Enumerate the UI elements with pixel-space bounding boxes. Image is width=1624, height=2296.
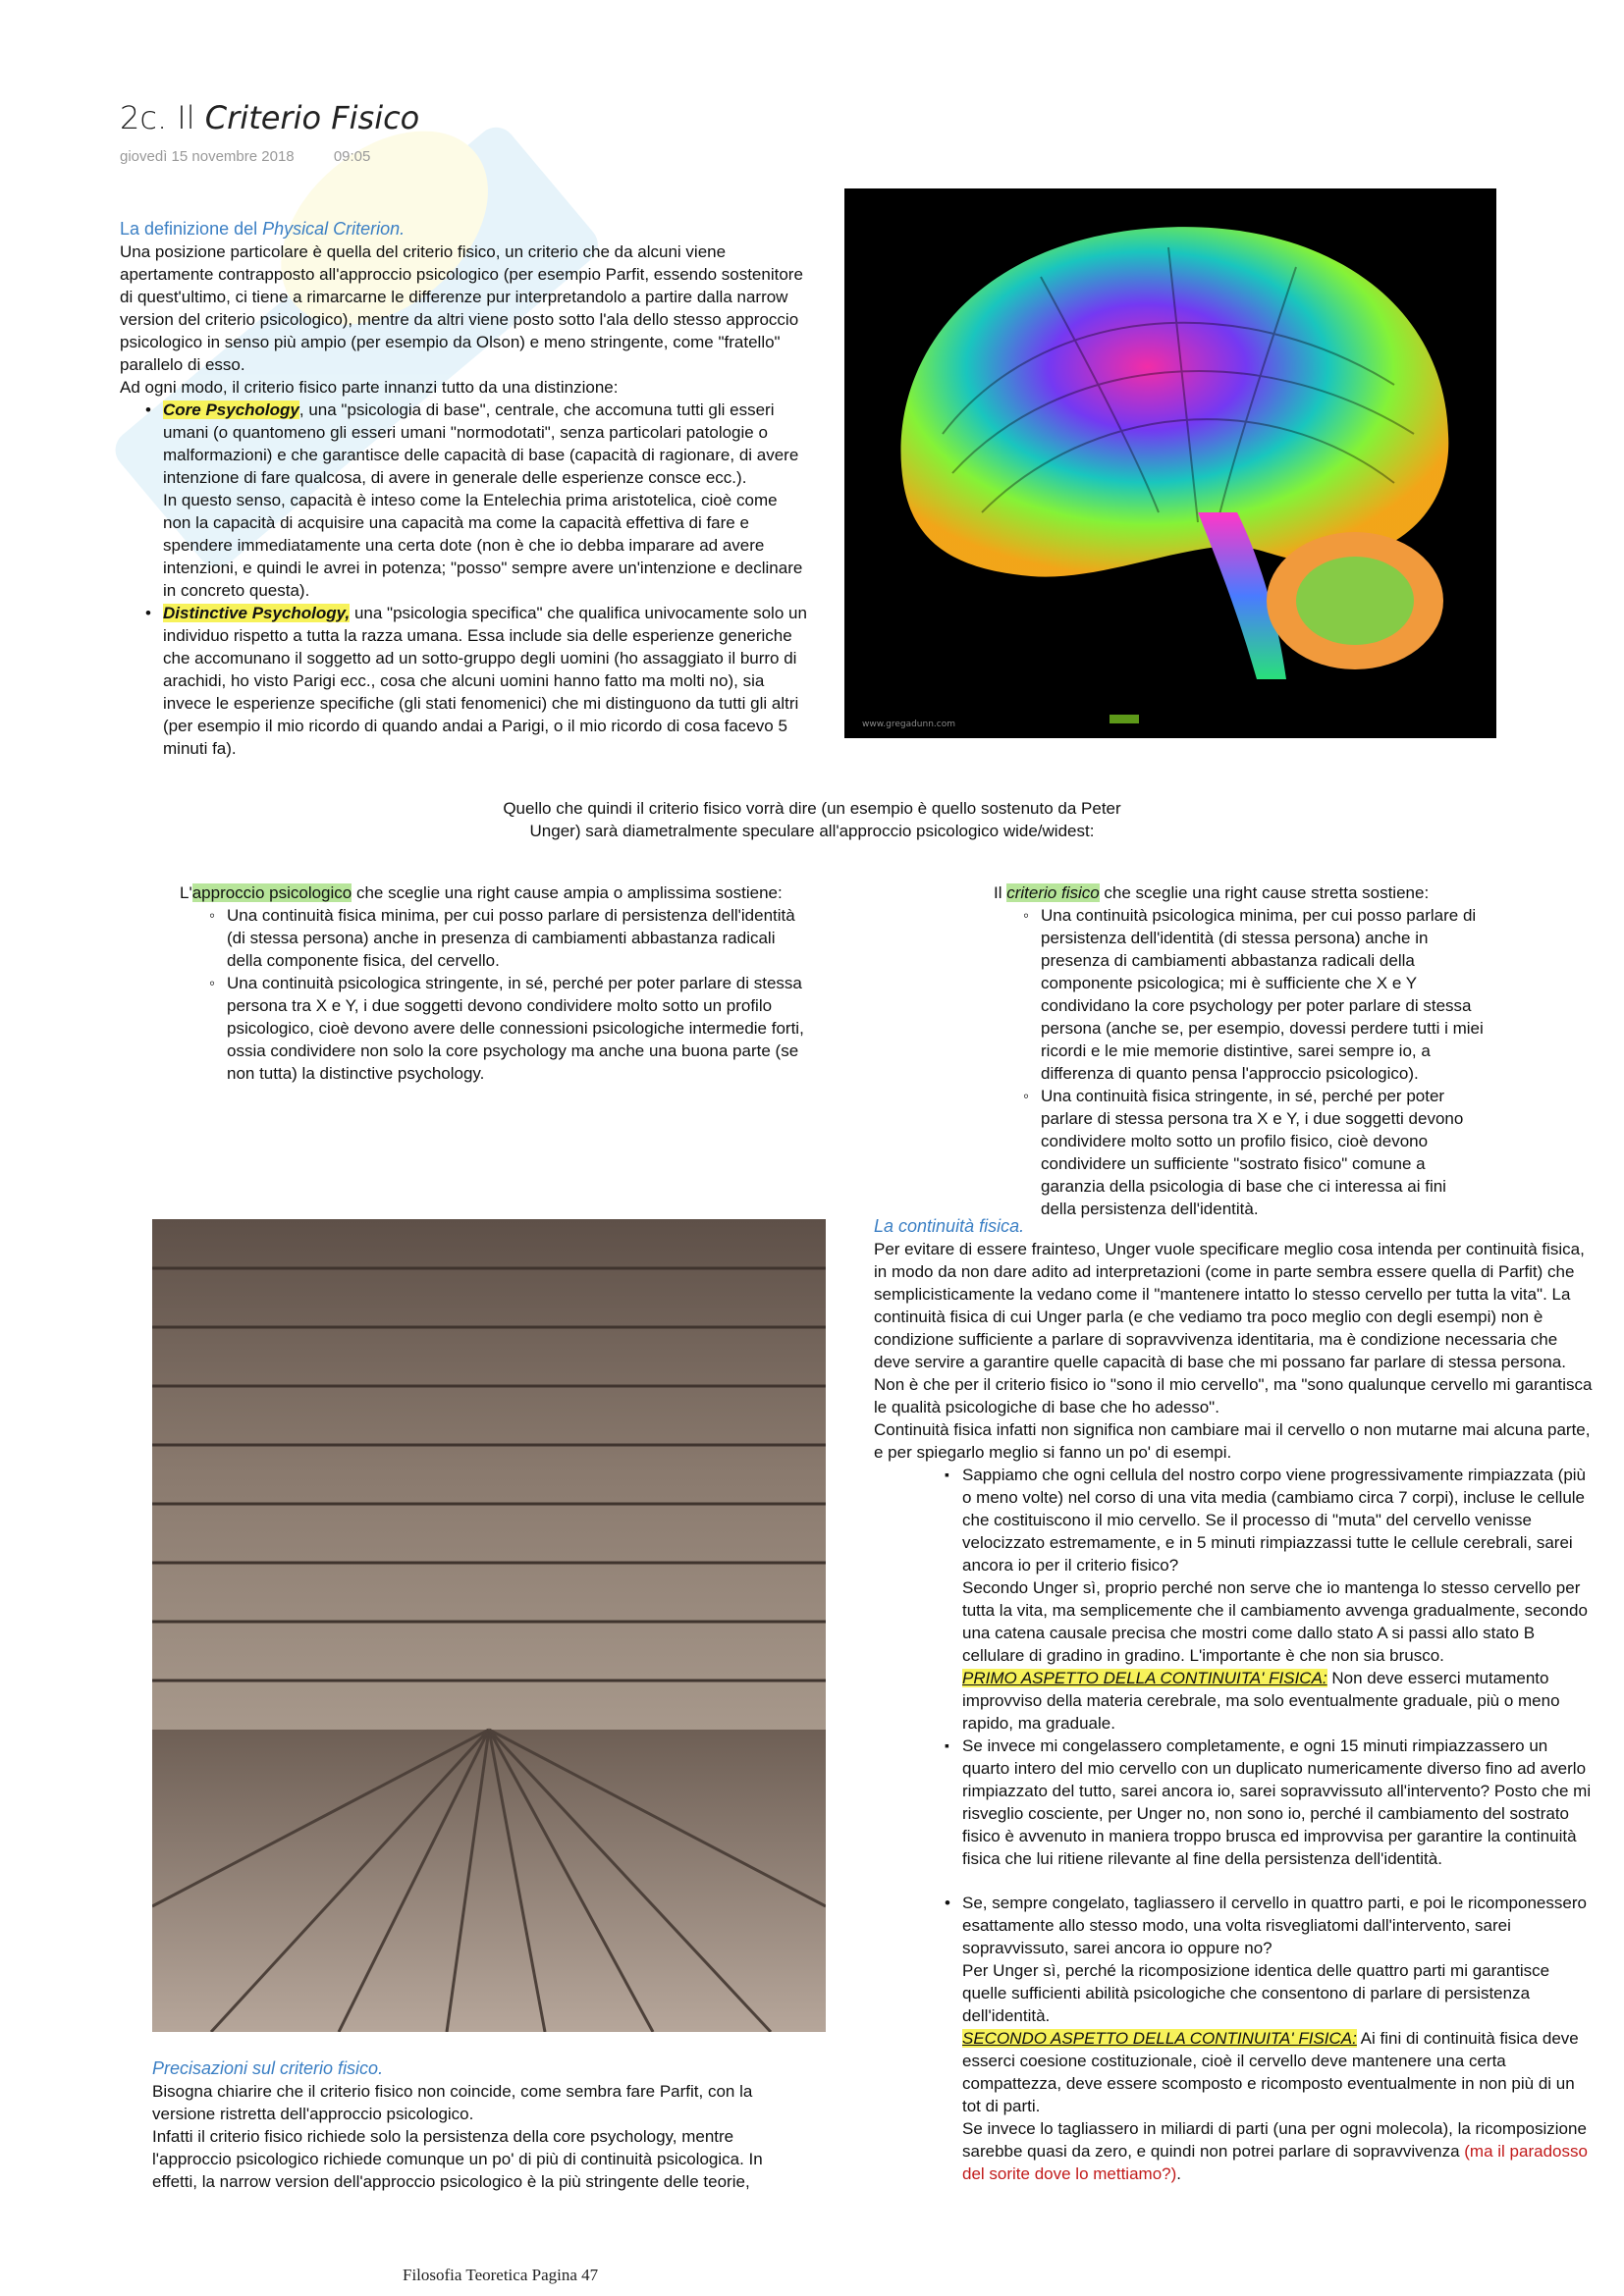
brain-image xyxy=(844,188,1496,738)
wood-floor-image xyxy=(152,1219,826,2032)
brain-image-caption: www.gregadunn.com xyxy=(862,720,956,729)
paragraph: Per evitare di essere frainteso, Unger vuole specificare meglio cosa intenda per continuità fisica, in modo da non dare adito ad interpretazioni (come in parte sembra essere quella di Parfit) che semplicisticamente la vedano come il "mantenere intatto lo stesso cervello per tutta la vita". La continuità fisica di cui Unger parla (e che vediamo tra poco meglio con degli esempi) non è condizione sufficiente a parlare di sopravvivenza identitaria, ma è condizione necessaria che deve servire a garantire quelle capacità di base che mi possano far parlare di stessa persona. Non è che per il criterio fisico io "sono il mio cervello", ma "sono qualunque cervello mi garantisca le qualità psicologiche di base che ho adesso". xyxy=(874,1240,1593,1416)
list-item: ◦ Una continuità fisica stringente, in sé, perché per poter parlare di stessa persona tra X e Y, i due soggetti devono condividere molto sotto un profilo fisico, cioè devono condividere un sufficiente "sostrato fisico" comune a garanzia della psicologia di base che ci interessa ai fini della persistenza dell'identità. xyxy=(1041,1085,1485,1220)
list-item: ▪ Se invece mi congelassero completamente, e ogni 15 minuti rimpiazzassero un quarto intero del mio cervello con un duplicato numericamente diverso fino ad averlo rimpiazzato del tutto, sarei ancora io, sarei sopravvissuto all'intervento? Posto che mi risveglio cosciente, per Unger no, non sono io, perché il cambiamento del sostrato fisico è avvenuto in maniera troppo brusca ed improvvisa per garantire la continuità fisica che lui ritiene rilevante al fine della persistenza dell'identità. xyxy=(962,1735,1596,1870)
section-heading: La continuità fisica. xyxy=(874,1216,1025,1236)
list-item: ◦ Una continuità psicologica minima, per cui posso parlare di persistenza dell'identità (di stessa persona) anche in presenza di cambiamenti abbastanza radicali della componente psicologica; mi è sufficiente che X e Y condividano la core psychology per poter parlare di stessa persona (anche se, per esempio, dovessi perdere tutti i miei ricordi e le mie memorie distintive, sarei sempre io, a differenza di quanto pensa l'approccio psicologico). xyxy=(1041,904,1485,1085)
comparison-intro: L'approccio psicologico che sceglie una right cause ampia o amplissima sostiene: xyxy=(180,883,783,902)
list-item: • Distinctive Psychology, una "psicologia specifica" che qualifica univocamente solo un individuo rispetto a tutta la razza umana. Essa include sia delle esperienze generiche che accomunano il soggetto ad un sotto-gruppo degli uomini (ho assaggiato il burro di arachidi, ho visto Parigi ecc., cosa che alcuni uomini hanno fatto ma molti no), sia invece le esperienze specifiche (gli stati fenomenici) che mi distinguono da tutti gli altri (per esempio il mio ricordo di quando andai a Parigi, o il mio ricordo di cosa facevo 5 minuti fa). xyxy=(163,602,807,760)
list-item: ◦ Una continuità fisica minima, per cui posso parlare di persistenza dell'identità (di stessa persona) anche in presenza di cambiamenti abbastanza radicali della componente fisica, del cervello. xyxy=(227,904,808,972)
comparison-right xyxy=(994,881,1485,1220)
list-item: • Core Psychology, una "psicologia di base", centrale, che accomuna tutti gli esseri umani (o quantomeno gli esseri umani "normodotati", senza particolari patologie o malformazioni) e che garantisce delle capacità di base (capacità di ragionare, di avere intenzione di fare qualcosa, di avere in generale delle esperienze consce ecc.). In questo senso, capacità è inteso come la Entelechia prima aristotelica, cioè come non la capacità di acquisire una capacità ma come la capacità effettiva di fare e spendere immediatamente una certa dote (non è che io debba imparare ad avere intenzioni, e quindi le avrei in potenza; "posso" sempre avere un'intenzione e declinare in concreto questa). xyxy=(163,399,807,602)
comparison-intro: Il criterio fisico che sceglie una right cause stretta sostiene: xyxy=(994,883,1430,902)
section-continuity xyxy=(874,1215,1596,2185)
section-heading: Precisazioni sul criterio fisico. xyxy=(152,2058,384,2078)
list-item: ◦ Una continuità psicologica stringente, in sé, perché per poter parlare di stessa persona tra X e Y, i due soggetti devono condividere molto sotto un profilo psicologico, cioè devono avere delle connessioni psicologiche intermedie forti, ossia condividere non solo la core psychology ma anche una buona parte (se non tutta) la distinctive psychology. xyxy=(227,972,808,1085)
section-heading: La definizione del Physical Criterion. xyxy=(120,219,406,239)
paragraph: In questo senso, capacità è inteso come la Entelechia prima aristotelica, cioè come non la capacità di acquisire una capacità ma come la capacità effettiva di fare e spendere immediatamente una certa dote (non è che io debba imparare ad avere intenzioni, e quindi le avrei in potenza; "posso" sempre avere un'intenzione e declinare in concreto questa). xyxy=(163,491,803,600)
page-footer: Filosofia Teoretica Pagina 47 xyxy=(403,2266,599,2284)
page-title: 2c. Il Criterio Fisico xyxy=(120,99,420,136)
term-distinctive-psychology: Distinctive Psychology, xyxy=(163,604,351,622)
paragraph: Ad ogni modo, il criterio fisico parte innanzi tutto da una distinzione: xyxy=(120,378,619,397)
paragraph: Bisogna chiarire che il criterio fisico non coincide, come sembra fare Parfit, con la versione ristretta dell'approccio psicologico. xyxy=(152,2082,753,2123)
list-item: ▪ Sappiamo che ogni cellula del nostro corpo viene progressivamente rimpiazzata (più o meno volte) nel corso di una vita media (cambiamo circa 7 corpi), incluse le cellule che costituiscono il mio cervello. Se il processo di "muta" del cervello venisse velocizzato estremamente, e in 5 minuti rimpiazzassi tutte le cellule cerebrali, sarei ancora io per il criterio fisico? Secondo Unger sì, proprio perché non serve che io mantenga lo stesso cervello per tutta la vita, ma semplicemente che il cambiamento avvenga gradualmente, secondo una catena causale precisa che mostri come dallo stato A si passi allo stato B cellulare di gradino in gradino. L'importante è che non sia brusco. PRIMO ASPETTO DELLA CONTINUITA' FISICA: Non deve esserci mutamento improvviso della materia cerebrale, ma solo eventualmente graduale, più o meno rapido, ma graduale. xyxy=(962,1464,1596,1735)
page-date: giovedì 15 novembre 2018 xyxy=(120,148,295,165)
section-precisazioni xyxy=(152,2057,781,2193)
page-meta xyxy=(120,145,406,168)
paragraph: Una posizione particolare è quella del criterio fisico, un criterio che da alcuni viene apertamente contrapposto all'approccio psicologico (per esempio Parfit, essendo sostenitore di quest'ultimo, ci tiene a rimarcarne le differenze pur interpretandolo a partire dalla narrow version del criterio psicologico), mentre da altri viene posto sotto l'ala dello stesso approccio psicologico in senso più ampio (per esempio da Olson) e meno stringente, come "fratello" parallelo di esso. xyxy=(120,242,803,374)
page-time: 09:05 xyxy=(333,148,371,165)
center-statement: Quello che quindi il criterio fisico vorrà dire (un esempio è quello sostenuto da Peter Unger) sarà diametralmente speculare all'approccio psicologico wide/widest: xyxy=(503,799,1121,840)
section-definition xyxy=(120,218,807,760)
paragraph: Continuità fisica infatti non significa non cambiare mai il cervello o non mutarne mai alcuna parte, e per spiegarlo meglio si fanno un po' di esempi. xyxy=(874,1420,1591,1462)
term-core-psychology: Core Psychology xyxy=(163,400,299,419)
comparison-left xyxy=(180,881,808,1085)
paragraph: Infatti il criterio fisico richiede solo la persistenza della core psychology, mentre l'approccio psicologico richiede comunque un po' di più di continuità psicologica. In effetti, la narrow version dell'approccio psicologico è la più stringente delle teorie, xyxy=(152,2127,763,2191)
list-item: • Se, sempre congelato, tagliassero il cervello in quattro parti, e poi le ricomponessero esattamente allo stesso modo, una volta risvegliatomi dall'intervento, sarei sopravvissuto, sarei ancora io oppure no? Per Unger sì, perché la ricomposizione identica delle quattro parti mi garantisce quelle sufficienti abilità psicologiche che consentono di parlare di persistenza dell'identità. SECONDO ASPETTO DELLA CONTINUITA' FISICA: Ai fini di continuità fisica deve esserci coesione costituzionale, cioè il cervello deve mantenere una certa compattezza, deve essere scomposto e ricomposto eventualmente in non più di un tot di parti. Se invece lo tagliassero in miliardi di parti (una per ogni molecola), la ricomposizione sarebbe quasi da zero, e quindi non potrei parlare di sopravvivenza (ma il paradosso del sorite dove lo mettiamo?). xyxy=(962,1892,1596,2185)
